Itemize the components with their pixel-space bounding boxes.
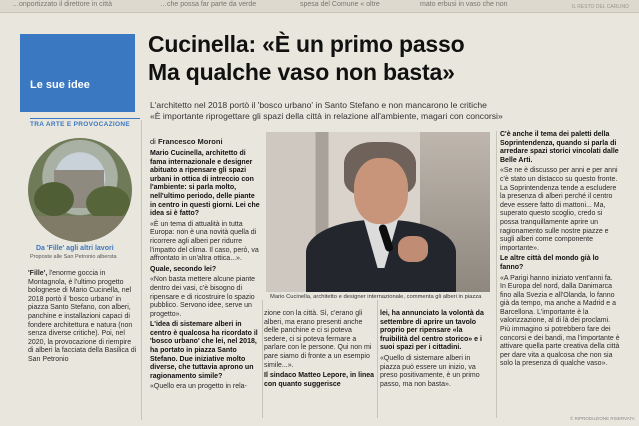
paragraph-text: L'idea di sistemare alberi in centro è qualcosa ha ricordato il 'bosco urbano' che lei, nel 2018, ha portato in piazza Santo Stefano. Due iniziative molto diverse, che tuttavia aprono un ragionamento simile? [150,321,258,380]
interview-question [150,150,262,219]
interview-question [500,131,620,165]
photo-caption: Mario Cucinella, architetto e designer internazionale, commenta gli alberi in piazza [270,294,482,300]
rail-caption-sub: Proposte alle San Petronio albersta [30,254,117,260]
paragraph-text: «Non basta mettere alcune piante dentro dei vasi, c'è bisogno di ripensare e di ricostruire lo spazio pubblico. Servono idee, serve un progetto». [150,276,256,318]
interview-answer [500,275,620,370]
paragraph-text: «Quello di sistemare alberi in piazza può essere un inizio, va preso positivamente, è un primo passo, ma non basta». [380,354,480,388]
interview-answer [264,310,376,370]
paragraph-text: Le altre città del mondo già lo fanno? [500,255,599,271]
byline [150,137,270,146]
previous-article-strip [0,0,639,13]
byline-author: Francesco Moroni [157,137,223,146]
rail-body-lead: 'Fille', [28,270,48,277]
article-column-2 [264,310,376,391]
bosco-urbano-photo [28,138,132,242]
paragraph-text: «A Parigi hanno iniziato vent'anni fa. In Europa del nord, dalla Danimarca fino alla Svezia e all'Olanda, lo fanno già da tempo, ma anche a Madrid e a Barcellona. L'importante è la valorizzazione, al di là dei proclami. Più immagino si potrebbero fare dei concorsi e dei bandi, ma l'importante è attivare quella parte creativa della città per dare vita a qualcosa che non sia solo la presenza di qualche vaso». [500,274,620,368]
paragraph-text: zione con la città. Sì, c'erano gli alberi, ma erano presenti anche delle panchine e ci si poteva sedere, ci si poteva fermare a parlare con le persone. Qui non mi pare siamo di fronte a un esempio simile...». [264,310,372,369]
column-rule [496,131,497,418]
interview-answer [380,355,492,389]
section-label: Le sue idee [30,79,90,91]
article-column-3 [380,310,492,391]
strip-text-1: …onportizzato il direttore in città [12,1,112,8]
interview-answer [150,383,262,392]
interview-question [150,321,262,381]
strip-text-2: …che possa far parte da verde [160,1,257,8]
interview-answer [500,167,620,253]
interview-question [264,372,376,389]
interview-answer [150,221,262,264]
paragraph-text: Il sindaco Matteo Lepore, in linea con quanto suggerisce [264,372,375,388]
copyright-note: © RIPRODUZIONE RISERVATA [570,416,635,421]
paragraph-text: lei, ha annunciato la volontà da settembre di aprire un tavolo proprio per ripensare «la fruibilità del centro storico» e i suoi spazi per i cittadini. [380,310,484,352]
rail-caption-title: Da 'Fille' agli altri lavori [36,245,114,252]
paragraph-text: «Quello era un progetto in rela- [150,383,247,391]
article-headline [148,30,618,86]
interview-answer [150,276,262,319]
rail-body-text [28,270,138,365]
article-column-4 [500,131,620,371]
rail-body: l'enorme goccia in Montagnola, è l'ultimo progetto bolognese di Mario Cucinella, nel 2018 portò il 'bosco urbano' in piazza Santo Stefano, con alberi, panchine e installazioni capaci di fondere architettura e natura (non senza diverse critiche). Poi, nel 2020, la provocazione di riempire di alberi la facciata della Basilica di San Petronio [28,270,137,363]
interview-question [500,255,620,272]
subhead-line-1: L'architetto nel 2018 portò il 'bosco urbano' in Santo Stefano e non mancarono le critiche [150,100,487,110]
headline-line-2: Ma qualche vaso non basta» [148,59,455,85]
subhead-line-2: «È importante riprogettare gli spazi della città in relazione all'ambiente, magari con concorsi» [150,111,503,121]
rail-divider [141,120,142,420]
strip-text-3: spesa del Comune « oltre [300,1,380,8]
paragraph-text: C'è anche il tema dei paletti della Soprintendenza, quando si parla di arredare spazi storici vincolati dalle Belle Arti. [500,131,619,164]
rubric-title: TRA ARTE E PROVOCAZIONE [30,118,140,128]
paragraph-text: «Se ne è discusso per anni e per anni c'è stato un distacco su questo fronte. La Soprintendenza tende a escludere la presenza di alberi perché il centro deve essere fatto di mattoni... Ma, superato questo scoglio, credo si possa tranquillamente aprire un ragionamento sulle nostre piazze e sugli alberi come componente importante». [500,167,618,252]
article-column-1 [150,150,262,394]
article-subhead [150,100,620,122]
cucinella-portrait-photo [266,132,490,292]
section-label-box [20,34,135,112]
column-rule [377,300,378,418]
column-rule [262,300,263,418]
masthead-note: IL RESTO DEL CARLINO [571,4,629,10]
headline-line-1: Cucinella: «È un primo passo [148,31,465,57]
paragraph-text: Mario Cucinella, architetto di fama internazionale e designer abituato a ripensare gli spazi urbani in ottica di intreccio con l'ambiente: si parla molto, nell'ultimo periodo, delle piante in centro in questi giorni. Lei che idea si è fatto? [150,150,260,218]
byline-prefix: di [150,137,156,146]
paragraph-text: «È un tema di attualità in tutta Europa: non è una novità quella di ricorrere agli alberi per ridurre l'impatto del clima. Il caso, però, va affrontato in un'altra ottica...». [150,220,259,263]
interview-question [150,266,262,275]
paragraph-text: Quale, secondo lei? [150,265,217,273]
strip-text-4: mato erbusi in vaso che non [420,1,508,8]
interview-question [380,310,492,353]
